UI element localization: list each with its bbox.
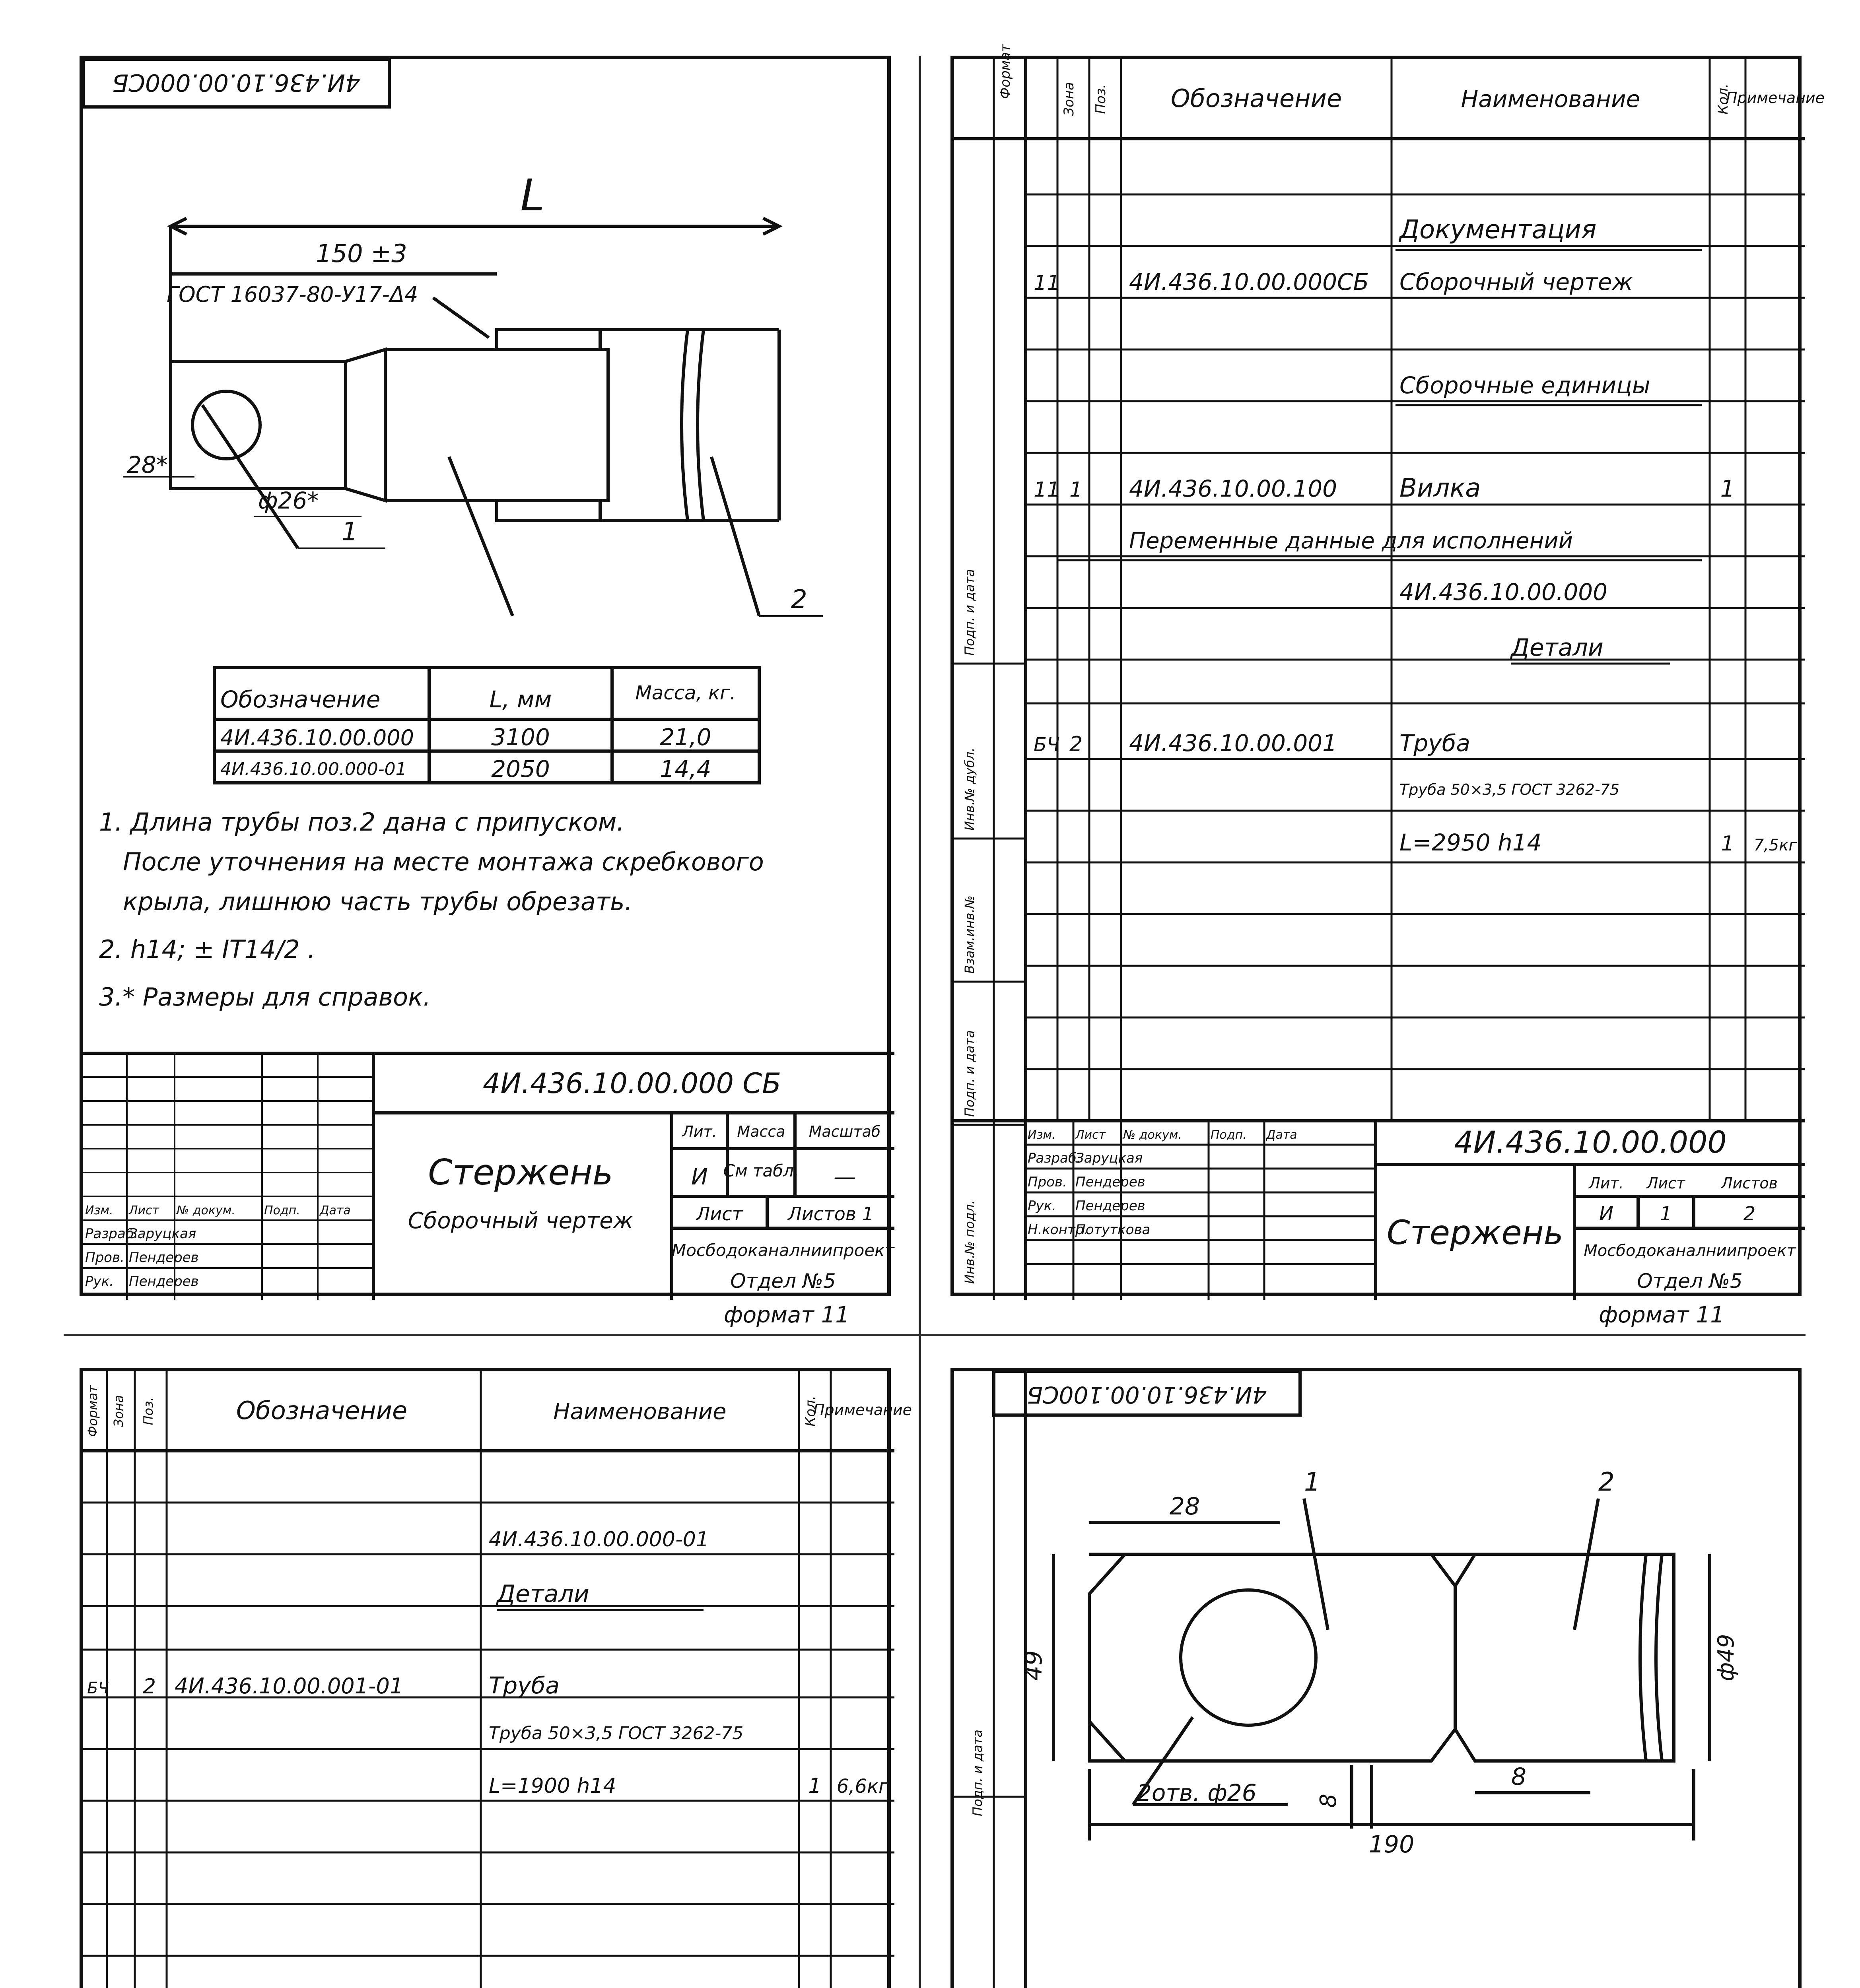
sheet-specification-2 xyxy=(80,1368,912,1988)
row-8-code: 4И.436.10.00.001 xyxy=(1129,730,1337,757)
title-code: 4И.436.10.00.000 СБ xyxy=(482,1067,781,1100)
row-4-name: Вилка xyxy=(1399,474,1481,503)
role-head: Рук. xyxy=(1028,1198,1056,1214)
name-checker: Пендерев xyxy=(129,1250,199,1266)
position-1: 1 xyxy=(1304,1468,1320,1497)
table-header-mass: Масса, кг. xyxy=(635,682,736,704)
sheet-value: 1 xyxy=(1660,1203,1672,1225)
title-code: 4И.436.10.00.000 xyxy=(1454,1124,1727,1160)
stamp-col-change: Изм. xyxy=(1028,1128,1056,1142)
rotated-code: 4И.436.10.00.000СБ xyxy=(112,68,361,97)
table-header-length: L, мм xyxy=(489,686,552,713)
row-details: Детали xyxy=(497,1580,589,1608)
header-designation: Обозначение xyxy=(1170,84,1342,113)
table-row-1-length: 3100 xyxy=(491,724,550,751)
note-1: 1. Длина трубы поз.2 дана с припуском. xyxy=(99,808,625,837)
horizontal-divider xyxy=(64,1334,1806,1336)
header-zone: Зона xyxy=(111,1395,126,1427)
side-label-replace-inv: Взам.инв.№ xyxy=(962,895,977,974)
sheet-label: Лист xyxy=(696,1203,743,1225)
stamp-col-date: Дата xyxy=(1266,1128,1297,1142)
dim-190: 190 xyxy=(1368,1831,1415,1858)
row-6-name: 4И.436.10.00.000 xyxy=(1399,579,1608,606)
row-documentation: Документация xyxy=(1399,215,1597,245)
header-name: Наименование xyxy=(553,1399,727,1425)
mass-value: См табл. xyxy=(723,1161,799,1180)
dim-28: 28* xyxy=(127,451,168,478)
header-qty: Кол. xyxy=(803,1396,818,1427)
lit-value: И xyxy=(1599,1203,1613,1225)
role-checker: Пров. xyxy=(85,1250,124,1266)
header-name: Наименование xyxy=(1461,85,1640,113)
title-doc-type: Сборочный чертеж xyxy=(408,1208,634,1234)
department: Отдел №5 xyxy=(730,1270,836,1293)
sheet-assembly-fork xyxy=(950,1368,1802,1988)
header-pos: Поз. xyxy=(1093,84,1109,114)
note-2: 2. h14; ± IT14/2 . xyxy=(99,935,316,964)
scale-value: — xyxy=(834,1164,856,1190)
header-note: Примечание xyxy=(1726,89,1825,107)
table-row-1-code: 4И.436.10.00.000 xyxy=(220,725,414,750)
row-variable-data: Переменные данные для исполнений xyxy=(1129,528,1573,554)
header-qty: Кол. xyxy=(1715,83,1731,115)
row-5-note: 6,6кг xyxy=(836,1775,889,1798)
stamp-col-date: Дата xyxy=(320,1204,351,1217)
dim-150: 150 ±3 xyxy=(316,239,407,268)
dim-holes: 2отв. ф26 xyxy=(1137,1779,1257,1806)
row-5-name: L=1900 h14 xyxy=(489,1774,616,1798)
position-2: 2 xyxy=(1598,1468,1615,1497)
row-10-qty: 1 xyxy=(1721,832,1734,856)
sheet-assembly-rod xyxy=(80,56,895,1296)
row-4-pos: 1 xyxy=(1069,478,1083,502)
row-1-name: 4И.436.10.00.000-01 xyxy=(489,1528,709,1551)
role-checker: Пров. xyxy=(1028,1174,1067,1190)
row-4-qty: 1 xyxy=(1720,475,1735,502)
role-norm-control: Н.контр. xyxy=(1028,1222,1088,1238)
department: Отдел №5 xyxy=(1637,1270,1743,1293)
stamp-col-doc: № докум. xyxy=(1123,1128,1182,1142)
dim-d49: ф49 xyxy=(1713,1634,1739,1681)
sheets-header: Листов xyxy=(1721,1175,1778,1192)
rotated-code: 4И.436.10.00.100СБ xyxy=(1027,1381,1267,1408)
role-developer: Разраб. xyxy=(85,1226,138,1242)
mass-header: Масса xyxy=(737,1123,785,1140)
organization: Мосбодоканалниипроект xyxy=(1584,1242,1796,1260)
format-label-1: формат 11 xyxy=(724,1302,849,1328)
row-10-note: 7,5кг xyxy=(1753,836,1797,854)
role-developer: Разраб. xyxy=(1028,1150,1081,1166)
row-8-name: Труба xyxy=(1399,730,1470,757)
sheet-specification-1 xyxy=(950,44,1825,1296)
name-developer: Заруцкая xyxy=(129,1226,196,1242)
title-name: Стержень xyxy=(1386,1213,1564,1252)
side-label-inv-orig: Инв.№ подл. xyxy=(962,1200,977,1284)
vertical-divider xyxy=(919,56,921,1988)
row-3-format: БЧ xyxy=(87,1679,109,1697)
dim-d26: ф26* xyxy=(258,487,319,514)
stamp-col-sheet: Лист xyxy=(129,1204,159,1217)
dim-l: L xyxy=(520,170,545,221)
position-2: 2 xyxy=(791,585,807,614)
spec-rows-2 xyxy=(87,1528,889,1798)
side-label-sign-date-2: Подп. и дата xyxy=(970,1730,985,1816)
lit-header: Лит. xyxy=(1589,1175,1624,1192)
row-2-format: 11 xyxy=(1034,271,1060,295)
lit-header: Лит. xyxy=(682,1123,717,1140)
note-3: 3.* Размеры для справок. xyxy=(99,982,431,1011)
row-8-format: БЧ xyxy=(1034,734,1060,756)
lit-value: И xyxy=(691,1164,708,1190)
note-1-cont2: крыла, лишнюю часть трубы обрезать. xyxy=(123,887,633,916)
sheets-label: Листов 1 xyxy=(788,1203,874,1225)
table-row-2-mass: 14,4 xyxy=(660,755,711,782)
scale-header: Масштаб xyxy=(809,1123,881,1140)
row-3-pos: 2 xyxy=(143,1675,156,1699)
row-4-name: Труба 50×3,5 ГОСТ 3262-75 xyxy=(489,1723,744,1743)
dim-28: 28 xyxy=(1169,1493,1200,1520)
row-4-code: 4И.436.10.00.100 xyxy=(1129,475,1337,502)
dim-8a: 8 xyxy=(1316,1794,1341,1808)
note-1-cont: После уточнения на месте монтажа скребкового xyxy=(123,847,764,876)
stamp-col-change: Изм. xyxy=(85,1204,113,1217)
row-2-name: Сборочный чертеж xyxy=(1399,268,1633,295)
row-5-qty: 1 xyxy=(808,1774,822,1798)
row-8-pos: 2 xyxy=(1069,732,1083,756)
name-head: Пендерев xyxy=(129,1274,199,1289)
organization: Мосбодоканалниипроект xyxy=(671,1241,895,1260)
stamp-col-sign: Подп. xyxy=(264,1204,300,1217)
position-1: 1 xyxy=(342,517,358,547)
row-9-name: Труба 50×3,5 ГОСТ 3262-75 xyxy=(1399,781,1620,798)
gost-weld-label: ГОСТ 16037-80-У17-Δ4 xyxy=(167,282,418,307)
drawing-rod-assembly xyxy=(83,59,894,1300)
row-assembly-units: Сборочные единицы xyxy=(1399,372,1650,399)
header-pos: Поз. xyxy=(141,1397,156,1425)
drawing-fork-assembly xyxy=(954,1371,1805,1988)
row-3-name: Труба xyxy=(489,1672,560,1699)
stamp-col-sheet: Лист xyxy=(1075,1128,1106,1142)
stamp-col-doc: № докум. xyxy=(177,1204,235,1217)
name-head: Пендерев xyxy=(1075,1198,1145,1214)
side-label-sign-date: Подп. и дата xyxy=(962,1030,977,1117)
row-3-code: 4И.436.10.00.001-01 xyxy=(175,1673,404,1699)
table-row-1-mass: 21,0 xyxy=(660,724,711,751)
table-row-2-length: 2050 xyxy=(491,755,550,782)
specification-grid-1 xyxy=(954,44,1825,1300)
header-zone: Зона xyxy=(1061,82,1077,116)
role-head: Рук. xyxy=(85,1274,114,1289)
title-name: Стержень xyxy=(428,1152,613,1193)
row-2-code: 4И.436.10.00.000СБ xyxy=(1129,268,1369,295)
header-format: Формат xyxy=(997,44,1013,99)
table-row-2-code: 4И.436.10.00.000-01 xyxy=(220,759,407,779)
side-label-inv-dup: Инв.№ дубл. xyxy=(962,747,977,831)
dim-8b: 8 xyxy=(1511,1763,1527,1791)
format-label-2: формат 11 xyxy=(1599,1302,1724,1328)
specification-grid-2 xyxy=(83,1371,912,1988)
header-note: Примечание xyxy=(813,1401,912,1419)
header-designation: Обозначение xyxy=(236,1396,408,1425)
table-header-code: Обозначение xyxy=(220,686,381,713)
side-label-sign-date-2: Подп. и дата xyxy=(962,569,977,656)
row-4-format: 11 xyxy=(1034,478,1060,502)
name-norm-control: Потуткова xyxy=(1075,1222,1151,1238)
sheets-value: 2 xyxy=(1743,1203,1756,1225)
name-checker: Пендерев xyxy=(1075,1174,1145,1190)
sheet-header: Лист xyxy=(1646,1175,1685,1192)
dim-49: 49 xyxy=(1020,1650,1048,1681)
row-details: Детали xyxy=(1511,634,1603,662)
row-10-name: L=2950 h14 xyxy=(1399,829,1542,856)
name-developer: Заруцкая xyxy=(1075,1150,1143,1166)
stamp-col-sign: Подп. xyxy=(1211,1128,1247,1142)
header-format: Формат xyxy=(85,1385,100,1437)
